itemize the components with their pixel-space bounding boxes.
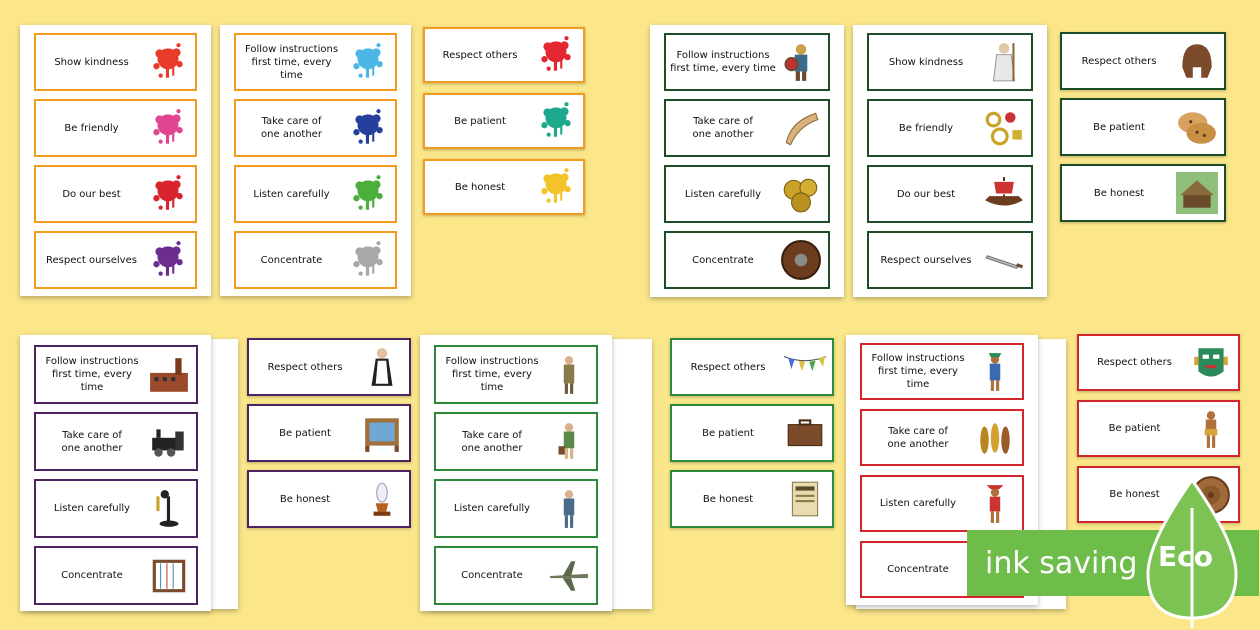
round-shield-icon [780,239,822,281]
red-paint-splat-icon [147,41,189,83]
spitfire-plane-icon [548,555,590,597]
red-paint-splat-icon [535,34,577,76]
card-label: Listen carefully [453,503,531,514]
jade-mask-icon [1190,342,1232,384]
card-follow-instructions [434,345,598,404]
card-be-honest [247,470,411,528]
card-be-honest [1060,164,1226,222]
suitcase-icon [784,412,826,454]
card-show-kindness [34,33,197,91]
card-label: Be patient [279,427,331,439]
card-listen-carefully [234,165,397,223]
card-label: Respect others [267,361,343,373]
card-concentrate [234,231,397,289]
yellow-paint-splat-icon [535,166,577,208]
card-respect-ourselves [867,231,1033,289]
green-paint-splat-icon [347,173,389,215]
card-label: Follow instructions first time, every time [445,356,539,393]
card-be-patient [423,93,585,149]
maya-warrior-icon [974,483,1016,525]
card-concentrate [34,546,198,605]
longship-icon [983,173,1025,215]
card-follow-instructions [234,33,397,91]
card-take-care [860,409,1024,466]
card-concentrate [664,231,830,289]
card-listen-carefully [860,475,1024,532]
teal-paint-splat-icon [535,100,577,142]
card-label: Be friendly [64,122,119,134]
card-label: Show kindness [888,56,964,68]
card-take-care [434,412,598,471]
card-listen-carefully [664,165,830,223]
card-label: Listen carefully [684,188,762,200]
card-label: Be honest [279,493,331,505]
card-label: Respect others [690,361,766,373]
longhouse-icon [1176,172,1218,214]
card-be-friendly [867,99,1033,157]
card-respect-others [247,338,411,396]
card-respect-others [423,27,585,83]
card-label: Respect ourselves [46,254,137,266]
card-be-patient [247,404,411,462]
viking-sheet-b [853,25,1047,297]
card-label: Listen carefully [879,498,957,509]
card-be-honest [670,470,834,528]
victorian-sheet-a [20,335,211,611]
card-be-friendly [34,99,197,157]
card-label: Take care of one another [461,429,523,454]
card-respect-others [1077,334,1240,391]
card-listen-carefully [434,479,598,538]
card-show-kindness [867,33,1033,91]
pink-paint-splat-icon [147,107,189,149]
card-label: Take care of one another [887,425,949,450]
card-label: Be honest [1109,489,1160,500]
ration-book-icon [784,478,826,520]
eco-label: Eco [1158,540,1213,573]
card-label: Listen carefully [253,188,330,200]
factory-icon [148,354,190,396]
viking-god-icon [983,41,1025,83]
card-respect-ourselves [34,231,197,289]
card-follow-instructions [664,33,830,91]
card-label: Take care of one another [61,429,123,454]
card-take-care [34,412,198,471]
card-label: Concentrate [461,570,523,581]
card-label: Follow instructions first time, every time [871,353,965,390]
card-label: Be patient [1093,121,1145,133]
weaving-loom-icon [361,412,403,454]
purple-paint-splat-icon [147,239,189,281]
ww2-sheet-a [420,335,612,611]
card-label: Respect others [442,49,518,61]
card-label: Be honest [702,493,754,505]
card-label: Concentrate [61,570,123,581]
card-concentrate [434,546,598,605]
card-be-patient [670,404,834,462]
card-label: Be patient [454,115,506,127]
maya-king-icon [974,351,1016,393]
card-respect-others [670,338,834,396]
card-label: Be honest [1093,187,1145,199]
splat-sheet-a [20,25,211,296]
card-be-honest [423,159,585,215]
steam-train-icon [148,421,190,463]
card-label: Respect others [1097,357,1172,368]
card-label: Follow instructions first time, every time [244,43,339,81]
jewellery-icon [983,107,1025,149]
card-be-patient [1060,98,1226,156]
helmet-icon [1176,40,1218,82]
card-label: Be patient [1108,423,1161,434]
card-be-patient [1077,400,1240,457]
candlestick-telephone-icon [148,488,190,530]
card-label: Be friendly [898,122,954,134]
sword-icon [983,239,1025,281]
card-label: Concentrate [692,254,754,266]
ink-saving-text: ink saving [985,545,1138,581]
card-label: Follow instructions first time, every time [670,50,776,74]
maya-man-icon [1190,408,1232,450]
viking-sheet-a [650,25,844,297]
viking-warrior-icon [780,41,822,83]
gold-coins-icon [780,173,822,215]
card-do-our-best [34,165,197,223]
card-label: Do our best [896,188,956,200]
card-label: Take care of one another [261,116,322,140]
drinking-horn-icon [780,107,822,149]
card-label: Show kindness [54,56,129,68]
card-take-care [234,99,397,157]
card-label: Respect others [1081,55,1157,67]
card-label: Be patient [702,427,754,439]
card-label: Concentrate [260,254,323,266]
card-label: Take care of one another [692,116,754,140]
card-respect-others [1060,32,1226,90]
card-label: Do our best [62,188,121,200]
card-label: Concentrate [887,564,949,575]
dark-blue-paint-splat-icon [347,107,389,149]
card-label: Be honest [454,181,506,193]
splat-sheet-b [220,25,411,296]
bunting-icon [784,346,826,388]
corn-cobs-icon [974,417,1016,459]
red-paint-splat-icon [147,173,189,215]
bread-icon [1176,106,1218,148]
card-follow-instructions [34,345,198,404]
land-girl-icon [548,488,590,530]
card-label: Listen carefully [53,503,131,514]
grey-paint-splat-icon [347,239,389,281]
evacuee-girl-icon [548,421,590,463]
soldier-icon [548,354,590,396]
oil-lamp-icon [361,478,403,520]
card-follow-instructions [860,343,1024,400]
card-label: Follow instructions first time, every time [45,356,139,393]
card-listen-carefully [34,479,198,538]
loom-icon [148,555,190,597]
card-take-care [664,99,830,157]
victorian-maid-icon [361,346,403,388]
card-label: Respect ourselves [880,254,972,266]
card-do-our-best [867,165,1033,223]
light-blue-paint-splat-icon [347,41,389,83]
